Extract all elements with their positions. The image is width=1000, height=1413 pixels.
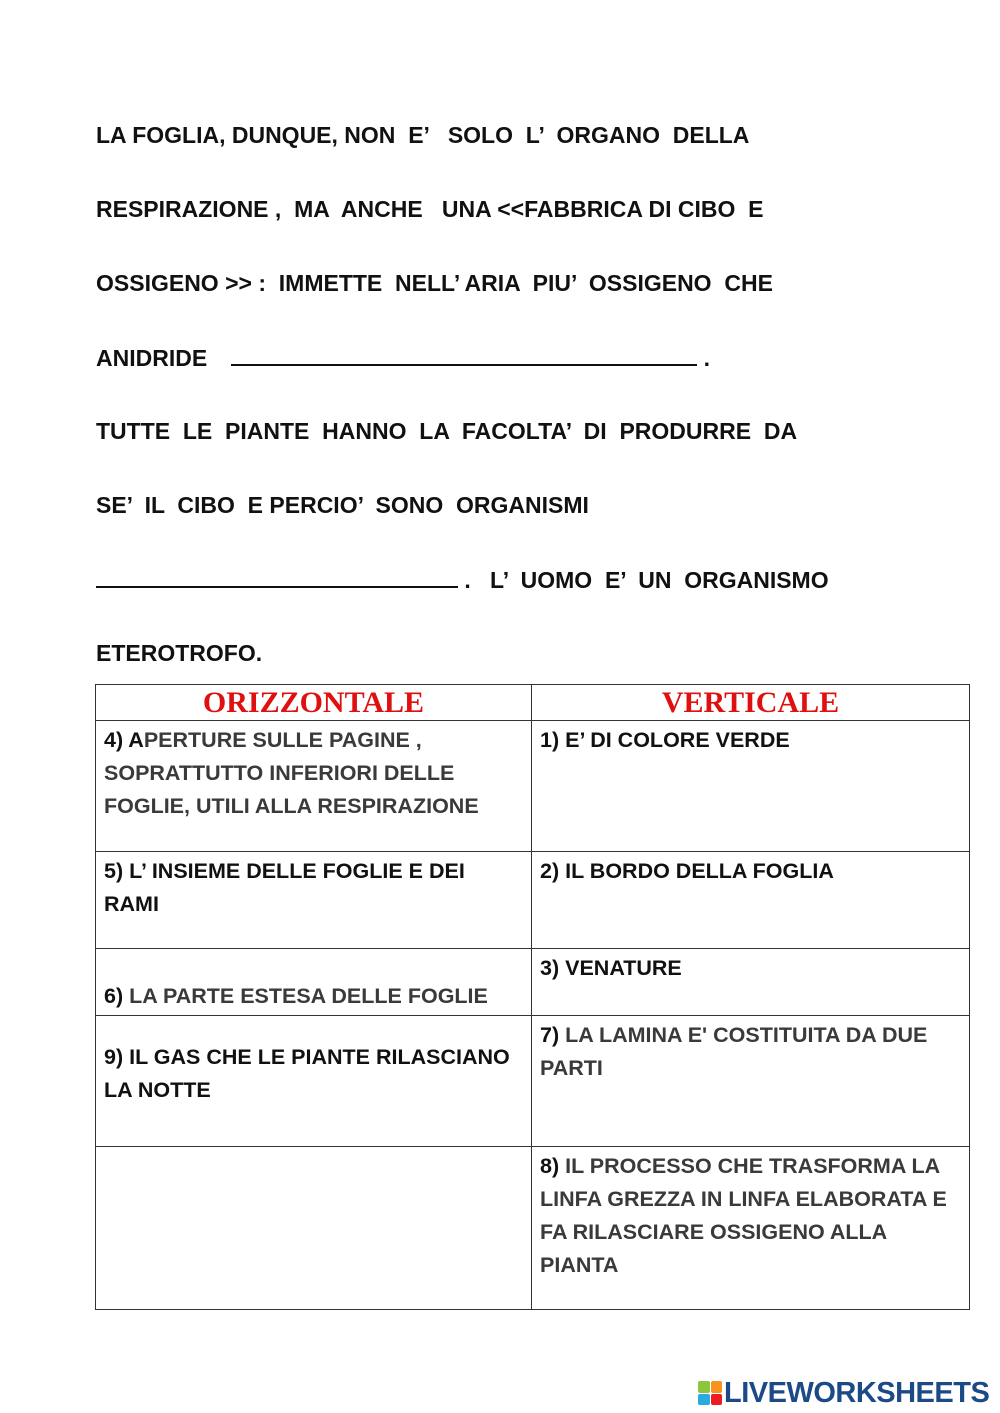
text-line-1: LA FOGLIA, DUNQUE, NON E’ SOLO L’ ORGANO DELLA [96, 122, 750, 148]
text-line-7 [96, 566, 829, 594]
clue-cell-vertical [532, 852, 970, 949]
clue-text: IL GAS CHE LE PIANTE RILASCIANO LA NOTTE [104, 1045, 510, 1102]
text-line-6: SE’ IL CIBO E PERCIO’ SONO ORGANISMI [96, 492, 589, 518]
table-row [96, 1016, 970, 1147]
logo-badge-square [698, 1381, 710, 1393]
clue-text: L’ INSIEME DELLE FOGLIE E DEI RAMI [104, 859, 465, 916]
clue-number: 5) [104, 859, 124, 883]
clue-text: IL PROCESSO CHE TRASFORMA LA LINFA GREZZA IN LINFA ELABORATA E FA RILASCIARE OSSIGENO ALLA PIANTA [540, 1154, 947, 1277]
logo-badge-square [711, 1381, 723, 1393]
header-vertical: VERTICALE [532, 685, 970, 721]
clue-number: 9) [104, 1045, 124, 1069]
clue-cell-horizontal [96, 852, 532, 949]
clue-cell-vertical [532, 721, 970, 852]
clue-text: VENATURE [565, 956, 682, 980]
clue-cell-horizontal [96, 1016, 532, 1147]
clue-number: 3) [540, 956, 560, 980]
clue-cell-vertical [532, 1147, 970, 1310]
logo-badge-icon [698, 1381, 722, 1405]
clue-text: E’ DI COLORE VERDE [565, 728, 790, 752]
clue-number: 4) A [104, 728, 144, 752]
fill-in-blank-1[interactable] [231, 344, 697, 366]
text-line-3: OSSIGENO >> : IMMETTE NELL’ ARIA PIU’ OSSIGENO CHE [96, 270, 773, 296]
text-line-5: TUTTE LE PIANTE HANNO LA FACOLTA’ DI PRODURRE DA [96, 418, 798, 444]
clue-number: 7) [540, 1023, 560, 1047]
table-row [96, 721, 970, 852]
logo-badge-square [698, 1394, 710, 1406]
clue-cell-vertical [532, 1016, 970, 1147]
text-line-7-end: . L’ UOMO E’ UN ORGANISMO [464, 567, 829, 593]
text-line-4 [96, 344, 710, 372]
clue-number: 2) [540, 859, 560, 883]
text-line-8: ETEROTROFO. [96, 640, 263, 666]
header-horizontal: ORIZZONTALE [96, 685, 532, 721]
clue-text: LA PARTE ESTESA DELLE FOGLIE [129, 984, 488, 1008]
clue-number: 6) [104, 984, 124, 1008]
clue-cell-horizontal [96, 721, 532, 852]
table-row [96, 949, 970, 1016]
crossword-clues-table [95, 684, 970, 1310]
clue-text: PERTURE SULLE PAGINE , SOPRATTUTTO INFERIORI DELLE FOGLIE, UTILI ALLA RESPIRAZIONE [104, 728, 479, 818]
clue-cell-vertical [532, 949, 970, 1016]
table-row [96, 852, 970, 949]
clue-number: 8) [540, 1154, 560, 1178]
liveworksheets-logo [698, 1373, 989, 1413]
fill-in-blank-2[interactable] [96, 566, 458, 588]
clue-cell-horizontal-empty [96, 1147, 532, 1310]
text-line-2: RESPIRAZIONE , MA ANCHE UNA <<FABBRICA DI CIBO E [96, 196, 764, 222]
table-row [96, 1147, 970, 1310]
clue-number: 1) [540, 728, 560, 752]
logo-badge-square [711, 1394, 723, 1406]
clue-text: LA LAMINA E' COSTITUITA DA DUE PARTI [540, 1023, 928, 1080]
clue-text: IL BORDO DELLA FOGLIA [565, 859, 834, 883]
clue-cell-horizontal [96, 949, 532, 1016]
text-line-4-end: . [703, 345, 710, 371]
text-line-4-start: ANIDRIDE [96, 345, 208, 371]
logo-text: LIVEWORKSHEETS [724, 1376, 990, 1409]
